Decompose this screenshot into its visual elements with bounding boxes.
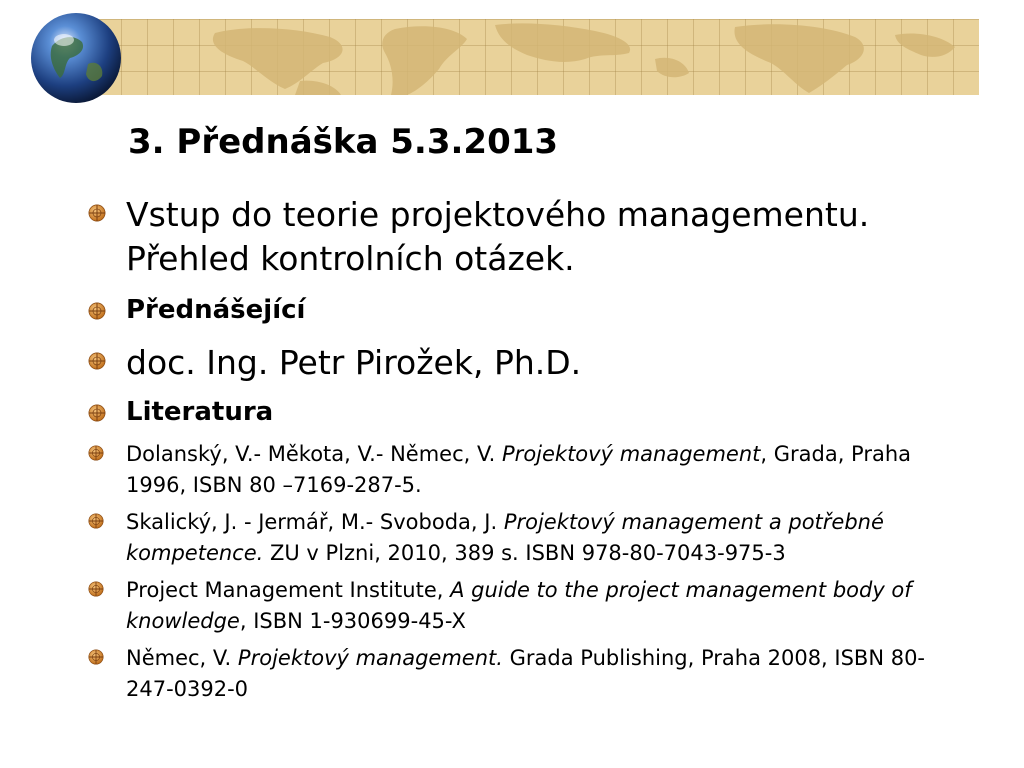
topic-text: Vstup do teorie projektového managementu. Přehled kontrolních otázek. [126,195,870,278]
bullet-disc-icon [88,352,106,370]
list-item [88,193,948,281]
reference-publication: , Grada, Praha 1996, ISBN 80 –7169-287-5. [126,442,912,497]
bullet-disc-icon [88,204,106,222]
bullet-disc-icon [88,581,104,597]
reference-item [88,643,948,705]
reference-book-title: Projektový management. [237,646,503,670]
reference-publication: ZU v Plzni, 2010, 389 s. ISBN 978-80-7043-975-3 [263,541,786,565]
literature-heading: Literatura [126,397,274,427]
reference-authors: Project Management Institute, [126,578,451,602]
reference-authors: Němec, V. [126,646,238,670]
reference-book-title: Projektový management a potřebné kompetence. [126,510,884,565]
bullet-disc-icon [88,649,104,665]
bullet-disc-icon [88,513,104,529]
bullet-disc-icon [88,445,104,461]
reference-book-title: Projektový management [502,442,761,466]
list-item [88,293,948,327]
reference-authors: Skalický, J. - Jermář, M.- Svoboda, J. [126,510,504,534]
globe-icon [30,12,122,104]
list-item [88,395,948,429]
reference-item [88,439,948,501]
world-map-banner [95,19,979,95]
world-map-graphic [95,19,979,95]
bullet-list [88,193,948,711]
lecturer-heading: Přednášející [126,295,306,325]
reference-publication: , ISBN 1-930699-45-X [239,609,466,633]
reference-book-title: A guide to the project management body of knowledge [126,578,912,633]
reference-item [88,575,948,637]
reference-authors: Dolanský, V.- Měkota, V.- Němec, V. [126,442,503,466]
bullet-disc-icon [88,302,106,320]
bullet-disc-icon [88,404,106,422]
reference-item [88,507,948,569]
reference-publication: Grada Publishing, Praha 2008, ISBN 80-247-0392-0 [126,646,926,701]
slide-title: 3. Přednáška 5.3.2013 [128,122,559,162]
list-item [88,341,948,385]
lecturer-name: doc. Ing. Petr Pirožek, Ph.D. [126,343,582,382]
